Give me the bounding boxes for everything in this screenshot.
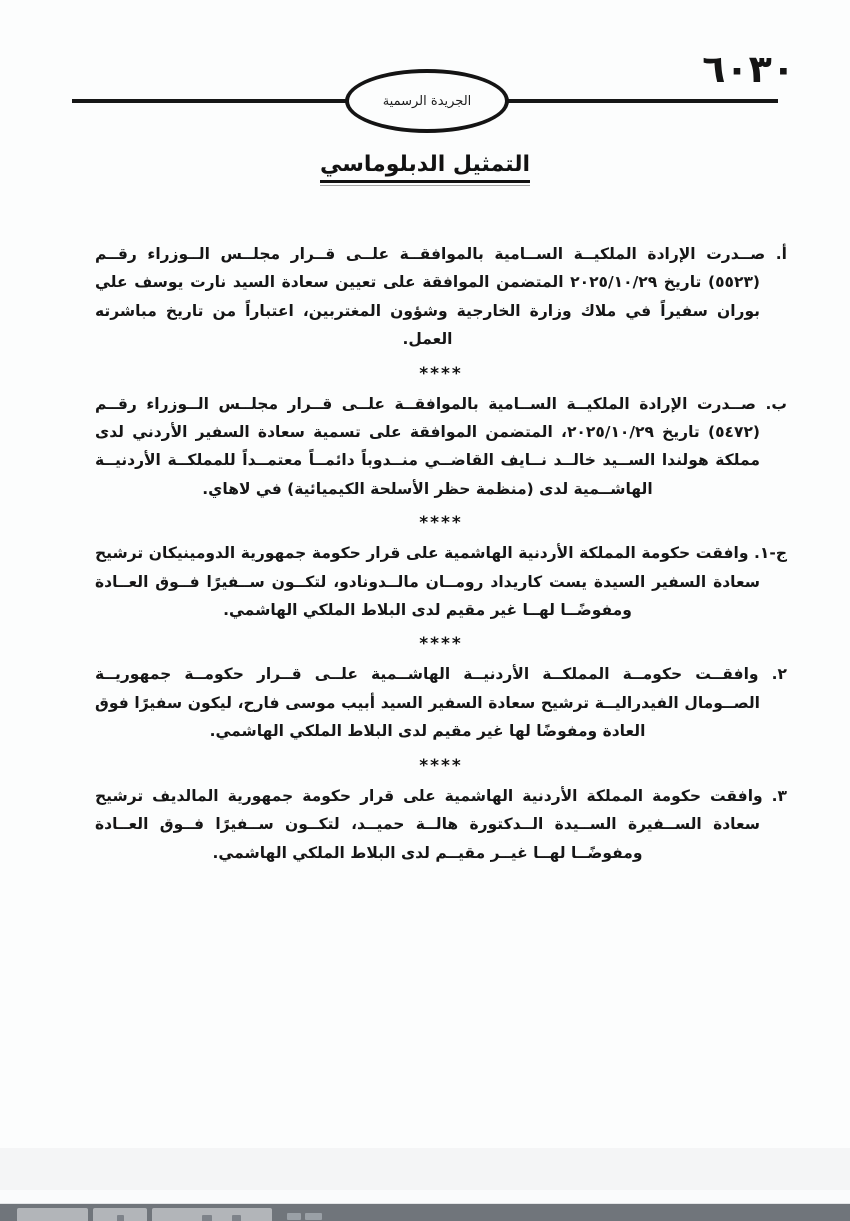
asterisk-separator: **** [419, 363, 463, 384]
bottom-toolbar [0, 1203, 850, 1221]
section-title: التمثيل الدبلوماسي [320, 151, 530, 183]
asterisk-separator: **** [419, 634, 463, 655]
paragraph-2: ٢. وافقــت حكومــة المملكــة الأردنيــة الهاشــمية علــى قــرار حكومــة جمهوريــة الصــومال الفيدراليــة ترشيح سعادة السفير السيد أبيب موسى فارح، ليكون سفيرًا فوق العادة ومفوضًا لها غير مقيم لدى البلاط الملكي الهاشمي. [95, 665, 787, 741]
gazette-seal-label: الجريدة الرسمية [382, 93, 472, 109]
paragraph-a: أ. صــدرت الإرادة الملكيــة الســامية بالموافقــة علــى قــرار مجلــس الــوزراء رقــم (٥٥٢٣) تاريخ ٢٠٢٥/١٠/٢٩ المتضمن الموافقة على تعيين سعادة السيد نارت يوسف علي بوران سفيراً في ملاك وزارة الخارجية وشؤون المغتربين، اعتباراً من تاريخ مباشرته العمل. [95, 245, 787, 349]
page-number: ٦٠٣٠ [702, 47, 795, 91]
paragraph-b: ب. صــدرت الإرادة الملكيــة الســامية بالموافقــة علــى قــرار مجلــس الــوزراء رقــم (٥٤٧٢) تاريخ ٢٠٢٥/١٠/٢٩، المتضمن الموافقة على تسمية سعادة السفير الأردني لدى مملكة هولندا الســيد خالــد نــايف القاضــي منــدوباً دائمــاً معتمــداً للمملكــة الأردنيــة الهاشــمية لدى (منظمة حظر الأسلحة الكيميائية) في لاهاي. [95, 394, 787, 498]
paragraph-3: ٣. وافقت حكومة المملكة الأردنية الهاشمية على قرار حكومة جمهورية المالديف ترشيح سعادة الســفيرة الســيدة الــدكتورة هالــة حميــد، لتكــون ســفيرًا فــوق العــادة ومفوضًــا لهــا غيــر مقيــم لدى البلاط الملكي الهاشمي. [95, 786, 787, 862]
asterisk-separator: **** [419, 513, 463, 534]
toolbar-button-1[interactable] [17, 1208, 88, 1221]
document-body [95, 240, 787, 867]
toolbar-text-fragment [287, 1213, 301, 1220]
page-bottom-strip-light [0, 1190, 850, 1203]
toolbar-button-glyph [202, 1215, 212, 1221]
section-title-underline [320, 151, 530, 186]
gazette-seal-ellipse [345, 69, 509, 133]
toolbar-button-2[interactable] [93, 1208, 147, 1221]
title-wrap [0, 151, 850, 186]
toolbar-button-glyph [117, 1215, 124, 1221]
toolbar-button-glyph [232, 1215, 241, 1221]
paragraph-j1: ج-١. وافقت حكومة المملكة الأردنية الهاشمية على قرار حكومة جمهورية الدومينيكان ترشيح سعادة السفير السيدة يست كاريداد رومــان مالــدونادو، لتكــون ســفيرًا فــوق العــادة ومفوضًــا لهــا غير مقيم لدى البلاط الملكي الهاشمي. [95, 544, 787, 620]
toolbar-button-3[interactable] [152, 1208, 272, 1221]
toolbar-text-fragment [305, 1213, 322, 1220]
asterisk-separator: **** [419, 755, 463, 776]
page-bottom-strip [0, 1148, 850, 1190]
